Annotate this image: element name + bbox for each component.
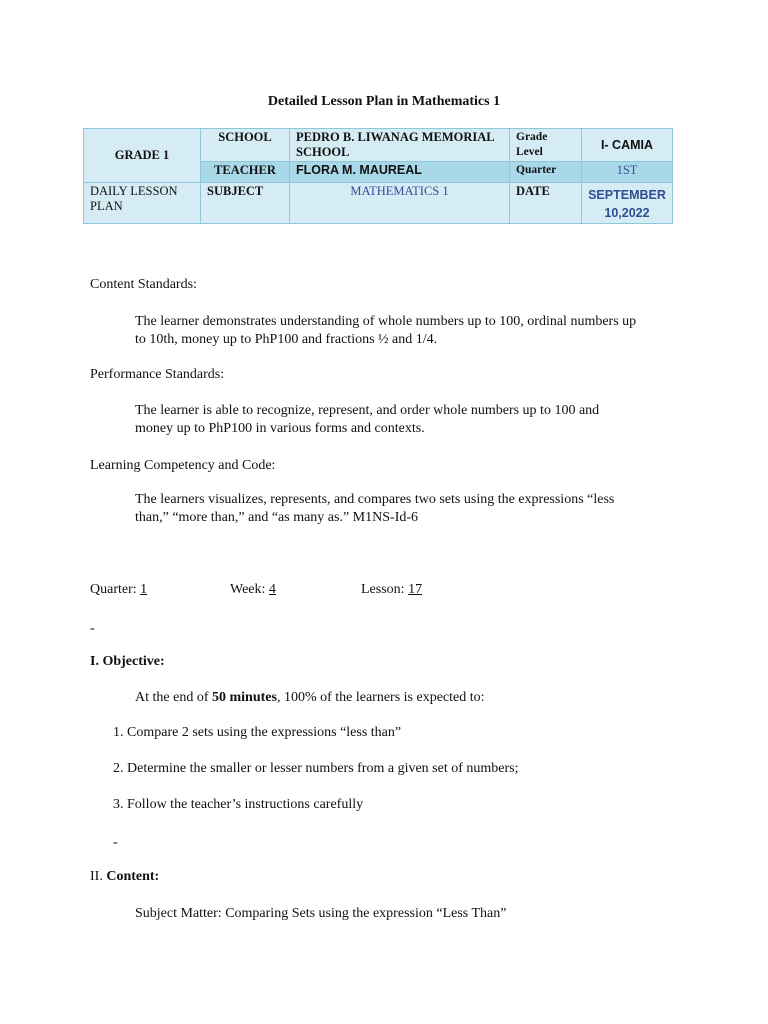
objective-item: 1. Compare 2 sets using the expressions “less than” <box>113 725 402 740</box>
learning-competency-line-1: The learners visualizes, represents, and compares two sets using the expressions “less <box>135 492 615 507</box>
separator-dash: - <box>113 835 118 850</box>
subject-label: SUBJECT <box>201 183 290 224</box>
lesson-field-label: Lesson: <box>361 582 405 597</box>
content-heading-text: Content: <box>106 869 160 884</box>
date-label: DATE <box>510 183 582 224</box>
school-label: SCHOOL <box>201 129 290 162</box>
lesson-field <box>361 581 422 599</box>
quarter-field-value: 1 <box>140 582 148 597</box>
content-heading-number: II. <box>90 869 103 884</box>
performance-standards-line-1: The learner is able to recognize, represent, and order whole numbers up to 100 and <box>135 403 600 418</box>
content-standards-line-1: The learner demonstrates understanding of whole numbers up to 100, ordinal numbers up <box>135 314 637 329</box>
lesson-field-value: 17 <box>408 582 423 597</box>
objective-intro-prefix: At the end of <box>135 690 212 705</box>
objective-duration: 50 minutes <box>211 690 277 705</box>
performance-standards-heading: Performance Standards: <box>90 367 225 382</box>
lesson-header-table <box>83 128 673 224</box>
learning-competency-heading: Learning Competency and Code: <box>90 458 276 473</box>
objective-item: 2. Determine the smaller or lesser numbers from a given set of numbers; <box>113 761 519 776</box>
grade-level-value: I- CAMIA <box>582 129 673 162</box>
performance-standards-line-2: money up to PhP100 in various forms and contexts. <box>135 421 425 436</box>
objective-intro-suffix: , 100% of the learners is expected to: <box>276 690 485 705</box>
grade-level-label: Grade Level <box>510 129 582 162</box>
daily-lesson-plan-label: DAILY LESSON PLAN <box>84 183 201 224</box>
content-heading <box>90 868 159 886</box>
separator-dash: - <box>90 621 95 636</box>
week-field-value: 4 <box>268 582 276 597</box>
content-standards-text <box>135 313 735 349</box>
learning-competency-line-2: than,” “more than,” and “as many as.” M1NS-Id-6 <box>135 510 419 525</box>
objective-intro <box>135 689 485 707</box>
objective-heading: I. Objective: <box>90 654 165 669</box>
date-value: SEPTEMBER 10,2022 <box>582 183 673 224</box>
subject-value: MATHEMATICS 1 <box>290 183 510 224</box>
quarter-value: 1ST <box>582 162 673 183</box>
teacher-label: TEACHER <box>201 162 290 183</box>
performance-standards-text <box>135 402 735 438</box>
quarter-field <box>90 581 147 599</box>
quarter-field-label: Quarter: <box>90 582 137 597</box>
objective-item: 3. Follow the teacher’s instructions carefully <box>113 797 364 812</box>
week-field <box>230 581 276 599</box>
learning-competency-text <box>135 491 735 527</box>
grade-cell: GRADE 1 <box>84 129 201 183</box>
quarter-label: Quarter <box>510 162 582 183</box>
content-standards-heading: Content Standards: <box>90 277 197 292</box>
teacher-value: FLORA M. MAUREAL <box>290 162 510 183</box>
document-title: Detailed Lesson Plan in Mathematics 1 <box>267 94 501 109</box>
content-standards-line-2: to 10th, money up to PhP100 and fractions ½ and 1/4. <box>135 332 438 347</box>
subject-matter: Subject Matter: Comparing Sets using the expression “Less Than” <box>135 906 507 921</box>
school-value: PEDRO B. LIWANAG MEMORIAL SCHOOL <box>290 129 510 162</box>
week-field-label: Week: <box>230 582 266 597</box>
